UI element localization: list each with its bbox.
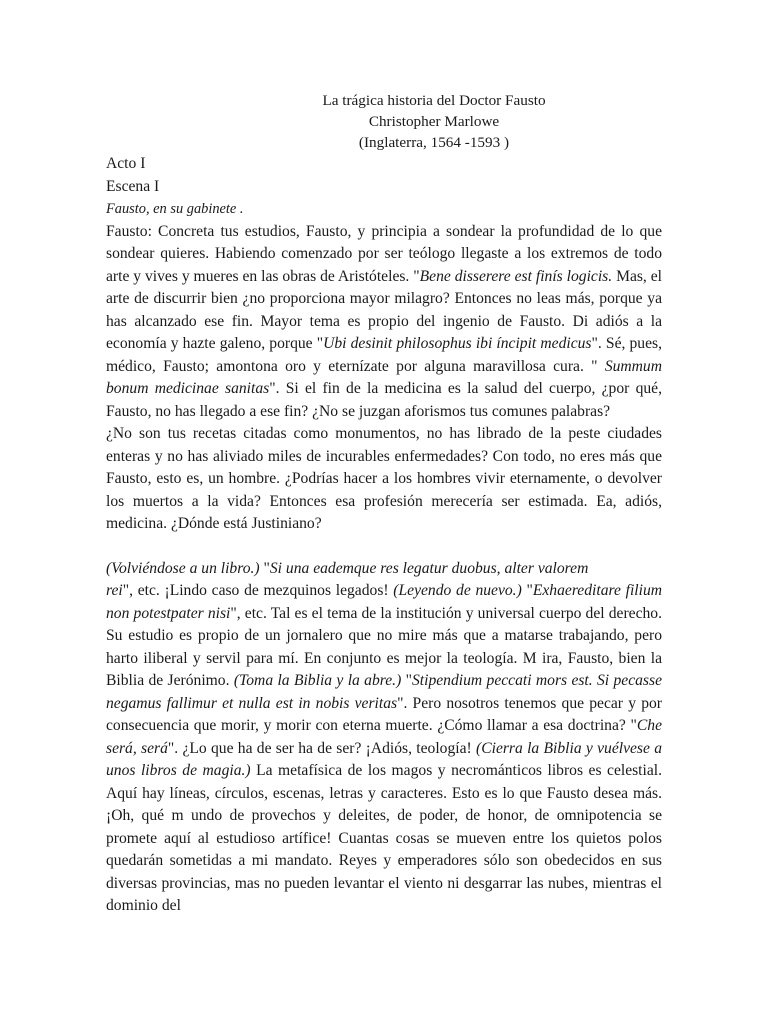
- italic-run: Stipendium peccati mors est. Si pecasse negamus fallimur et nulla est in nobis veritas: [106, 672, 662, 712]
- document-author: Christopher Marlowe: [368, 113, 500, 130]
- title-block: [206, 90, 662, 153]
- italic-run: (Volviéndose a un libro.): [106, 559, 260, 577]
- act-heading: Acto I: [106, 155, 146, 172]
- paragraph-gap: [106, 536, 662, 558]
- stage-direction: Fausto, en su gabinete .: [106, 201, 244, 217]
- italic-run: Che será, será: [106, 717, 662, 757]
- paragraph-3: rei", etc. ¡Lindo caso de mezquinos legados! (Leyendo de nuevo.) "Exhaereditare filium non potestpater nisi", etc. Tal es el tema de la institución y universal cuerpo del derecho. Su estudio es propio de un jornalero que no mire más que a matarse trabajando, pero harto iliberal y servil para mí. En conjunto es mejor la teología. M ira, Fausto, bien la Biblia de Jerónimo. (Toma la Biblia y la abre.) "Stipendium peccati mors est. Si pecasse negamus fallimur et nulla est in nobis veritas". Pero nosotros tenemos que pecar y por consecuencia que morir, y morir con eterna muerte. ¿Cómo llamar a esa doctrina? "Che será, será". ¿Lo que ha de ser ha de ser? ¡Adiós, teología! (Cierra la Biblia y vuélvese a unos libros de magia.) La metafísica de los magos y necrománticos libros es celestial. Aquí hay líneas, círculos, escenas, letras y caracteres. Esto es lo que Fausto desea más. ¡Oh, qué m undo de provechos y deleites, de poder, de honor, de omnipotencia se promete aquí al estudioso artífice! Cuantas cosas se mueven entre los quietos polos quedarán sometidas a mi mandato. Reyes y emperadores sólo son obedecidos en sus diversas provincias, mas no pueden levantar el viento ni desgarrar las nubes, mientras el dominio del: [106, 582, 663, 914]
- document-title: La trágica historia del Doctor Fausto: [322, 92, 546, 109]
- paragraph-1: Fausto: Concreta tus estudios, Fausto, y principia a sondear la profundidad de lo que sondear quieres. Habiendo comenzado por ser teólogo llegaste a los extremos de todo arte y vives y mueres en las obras de Aristóteles. "Bene disserere est finís logicis. Mas, el arte de discurrir bien ¿no proporciona mayor milagro? Entonces no leas más, porque ya has alcanzado ese fin. Mayor tema es propio del ingenio de Fausto. Di adiós a la economía y hazte galeno, porque "Ubi desinit philosophus ibi íncipit medicus". Sé, pues, médico, Fausto; amontona oro y eternízate por alguna maravillosa cura. " Summum bonum medicinae sanitas". Si el fin de la medicina es la salud del cuerpo, ¿por qué, Fausto, no has llegado a ese fin? ¿No se juzgan aforismos tus comunes palabras?: [106, 222, 663, 420]
- italic-run: (Cierra la Biblia y vuélvese a unos libros de magia.): [106, 739, 662, 779]
- italic-run: Exhaereditare filium non potestpater nisi: [106, 582, 662, 622]
- italic-run: Bene disserere est finís logicis.: [419, 267, 613, 285]
- italic-run: Summum bonum medicinae sanitas: [106, 357, 662, 397]
- italic-run: (Leyendo de nuevo.): [393, 582, 522, 599]
- italic-run: (Toma la Biblia y la abre.): [233, 672, 402, 689]
- italic-run: Ubi desinit philosophus ibi íncipit medicus: [323, 335, 592, 352]
- italic-run: Si una eademque res legatur duobus, alter valorem: [269, 559, 589, 577]
- scene-heading: Escena I: [106, 177, 160, 195]
- paragraph-2: ¿No son tus recetas citadas como monumentos, no has librado de la peste ciudades enteras y no has aliviado miles de incurables enfermedades? Con todo, no eres más que Fausto, esto es, un hombre. ¿Podrías hacer a los hombres vivir eternamente, o devolver los muertos a la vida? Entonces esa profesión merecería ser estimada. Ea, adiós, medicina. ¿Dónde está Justiniano?: [106, 425, 662, 532]
- paragraph-3-first-line: (Volviéndose a un libro.) "Si una eademque res legatur duobus, alter valorem: [106, 559, 589, 577]
- document-origin: (Inglaterra, 1564 -1593 ): [358, 134, 510, 151]
- italic-run: rei: [106, 582, 123, 599]
